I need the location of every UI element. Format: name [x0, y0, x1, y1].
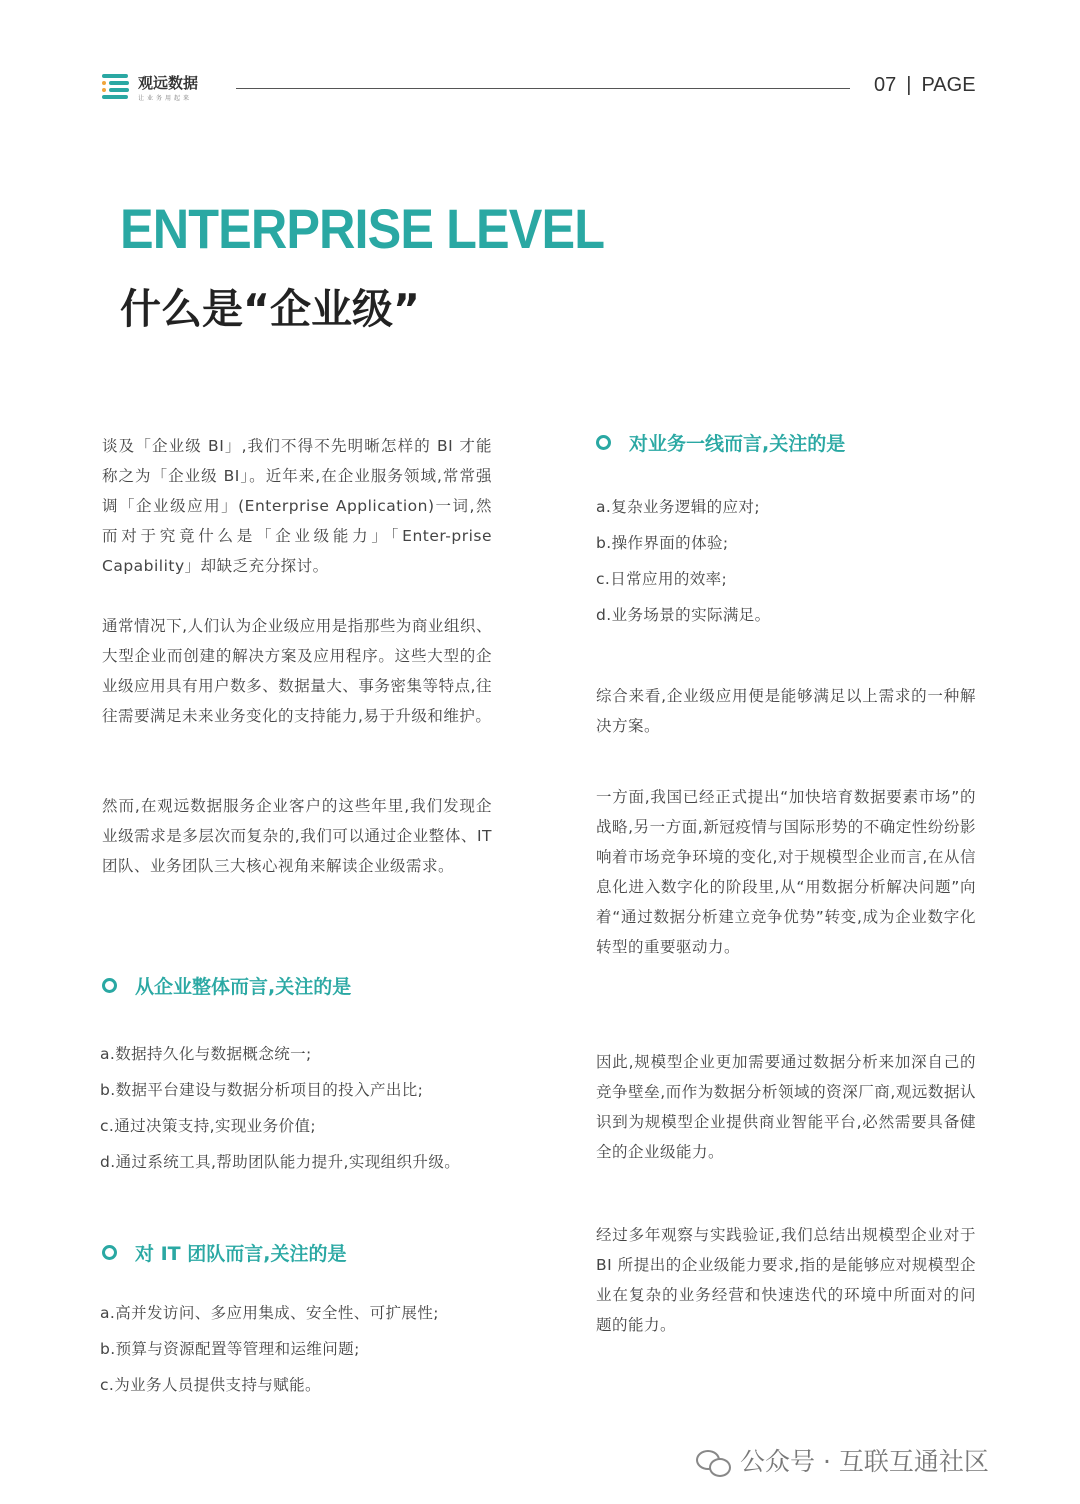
ring-bullet-icon: [596, 435, 611, 450]
therefore-paragraph: 因此,规模型企业更加需要通过数据分析来加深自己的竞争壁垒,而作为数据分析领域的资深厂商,观远数据认识到为规模型企业提供商业智能平台,必然需要具备健全的企业级能力。: [596, 1053, 976, 1161]
list-item: d.通过系统工具,帮助团队能力提升,实现组织升级。: [100, 1153, 461, 1171]
list-item: b.预算与资源配置等管理和运维问题;: [100, 1340, 360, 1358]
logo-name: 观远数据: [138, 74, 199, 92]
page-title-cn: 什么是“企业级”: [120, 285, 420, 333]
context-paragraph: 一方面,我国已经正式提出“加快培育数据要素市场”的战略,另一方面,新冠疫情与国际形势的不确定性纷纷影响着市场竞争环境的变化,对于规模型企业而言,在从信息化进入数字化的阶段里,从“用数据分析解决问题”向着“通过数据分析建立竞争优势”转变,成为企业数字化转型的重要驱动力。: [596, 788, 976, 956]
logo-tagline: 让业务用起来: [138, 95, 193, 102]
list-item: c.通过决策支持,实现业务价值;: [100, 1117, 316, 1135]
ring-bullet-icon: [102, 978, 117, 993]
page-number: 07: [874, 74, 897, 96]
watermark: [696, 1442, 989, 1478]
list-item: a.高并发访问、多应用集成、安全性、可扩展性;: [100, 1304, 439, 1322]
watermark-text: 公众号 · 互联互通社区: [740, 1447, 989, 1476]
list-item: c.日常应用的效率;: [596, 570, 728, 588]
page-label: PAGE: [921, 74, 976, 96]
page-indicator: [874, 74, 976, 97]
page-title-en: ENTERPRISE LEVEL: [120, 197, 605, 260]
list-item: b.数据平台建设与数据分析项目的投入产出比;: [100, 1081, 424, 1099]
page-separator: |: [906, 74, 912, 96]
intro-paragraph: 谈及「企业级 BI」,我们不得不先明晰怎样的 BI 才能称之为「企业级 BI」。近年来,在企业服务领域,常常强调「企业级应用」(Enterprise Application)一词,然而对于究竟什么是「企业级能力」「Enter-prise Capability」却缺乏充分探讨。: [102, 437, 492, 575]
perspectives-paragraph: 然而,在观远数据服务企业客户的这些年里,我们发现企业级需求是多层次而复杂的,我们可以通过企业整体、IT团队、业务团队三大核心视角来解读企业级需求。: [102, 797, 492, 875]
section-heading-it: 对 IT 团队而言,关注的是: [102, 1239, 346, 1266]
section-heading-business: 对业务一线而言,关注的是: [596, 429, 845, 456]
summary-paragraph: 综合来看,企业级应用便是能够满足以上需求的一种解决方案。: [596, 687, 976, 735]
logo-bars-icon: [102, 74, 130, 100]
list-item: b.操作界面的体验;: [596, 534, 729, 552]
conclusion-paragraph: 经过多年观察与实践验证,我们总结出规模型企业对于 BI 所提出的企业级能力要求,指的是能够应对规模型企业在复杂的业务经营和快速迭代的环境中所面对的问题的能力。: [596, 1226, 976, 1334]
section-heading-enterprise: 从企业整体而言,关注的是: [102, 972, 351, 999]
definition-paragraph: 通常情况下,人们认为企业级应用是指那些为商业组织、大型企业而创建的解决方案及应用程序。这些大型的企业级应用具有用户数多、数据量大、事务密集等特点,往往需要满足未来业务变化的支持能力,易于升级和维护。: [102, 617, 492, 725]
list-item: c.为业务人员提供支持与赋能。: [100, 1376, 321, 1394]
list-item: d.业务场景的实际满足。: [596, 606, 771, 624]
wechat-icon: [696, 1448, 732, 1478]
list-item: a.数据持久化与数据概念统一;: [100, 1045, 312, 1063]
brand-logo: [102, 72, 222, 102]
ring-bullet-icon: [102, 1245, 117, 1260]
list-item: a.复杂业务逻辑的应对;: [596, 498, 760, 516]
header-rule: [236, 88, 850, 89]
